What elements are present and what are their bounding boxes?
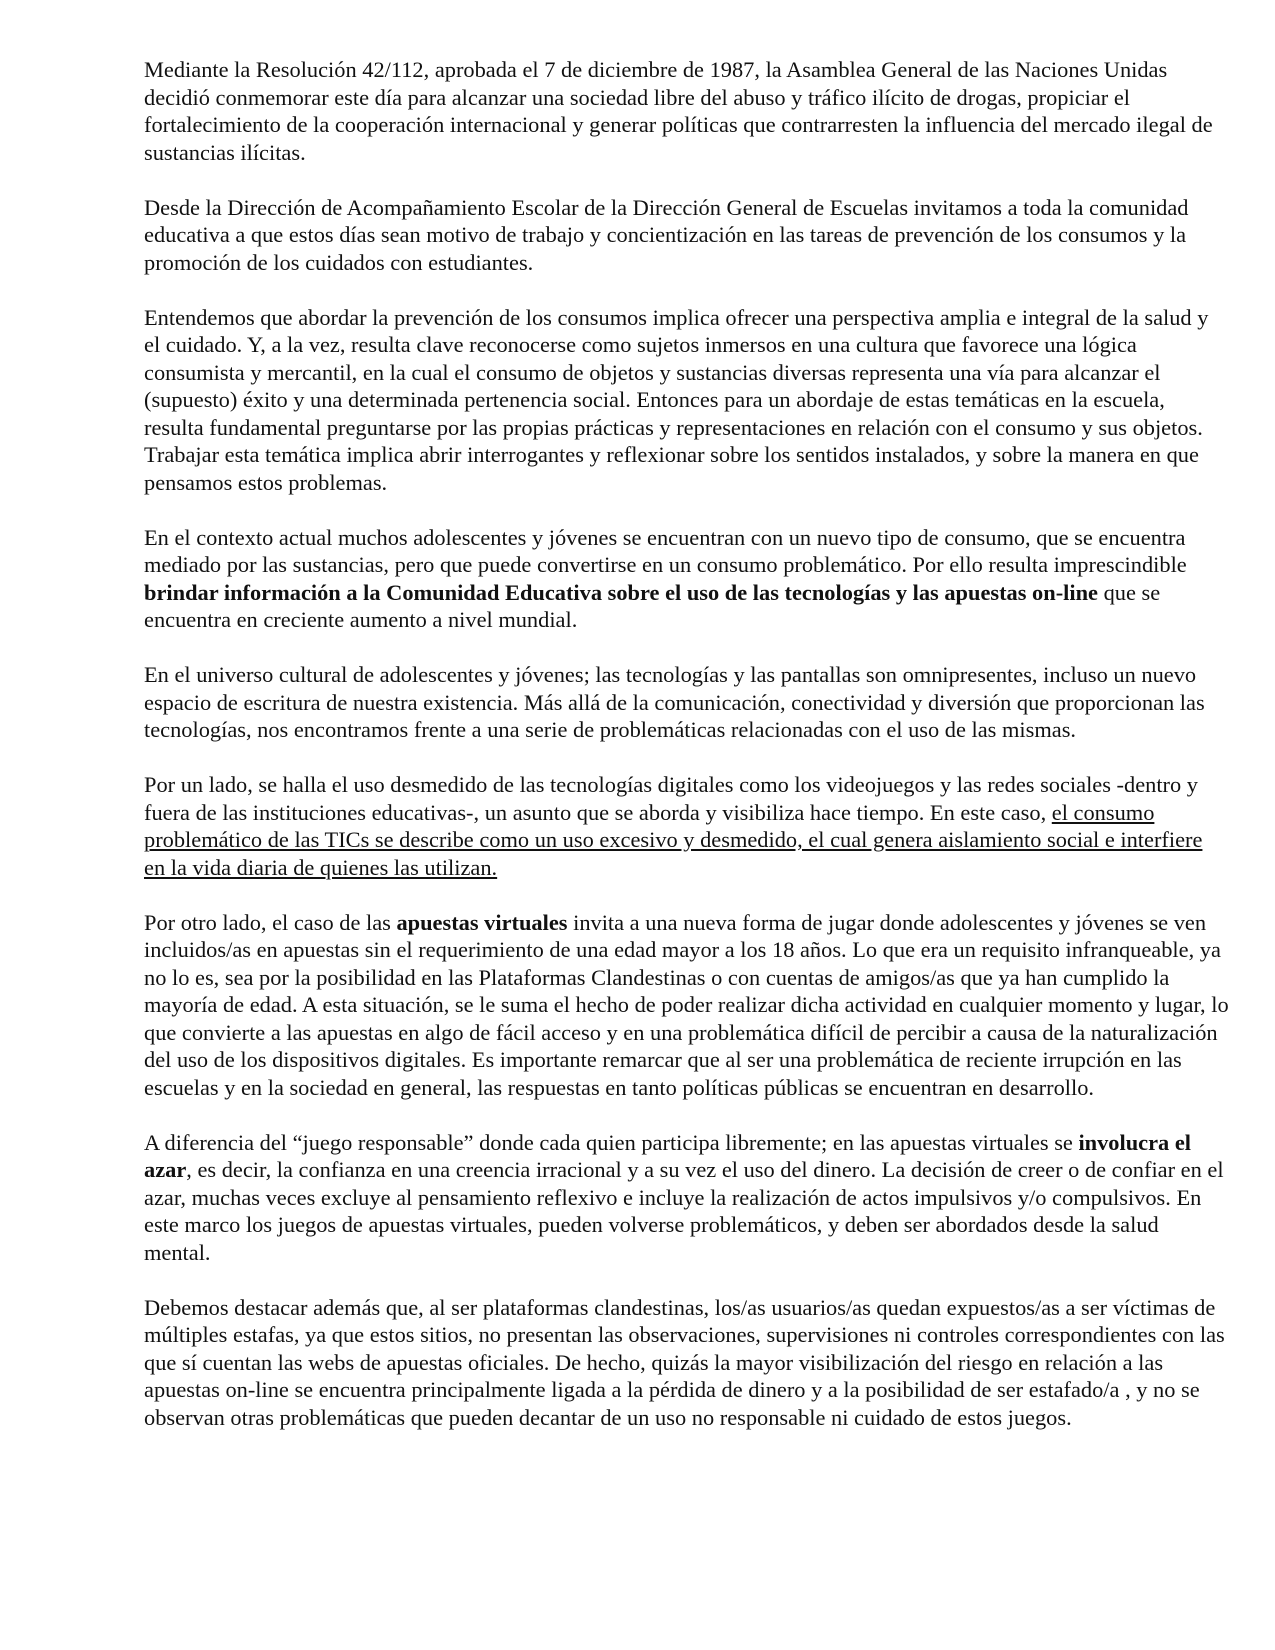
emphasis-text: apuestas virtuales [396, 909, 568, 935]
paragraph-prevencion [144, 304, 1229, 497]
paragraph-text: A diferencia del “juego responsable” donde cada quien participa libremente; en las apuestas virtuales se [144, 1129, 1079, 1155]
paragraph-contexto-actual [144, 524, 1229, 634]
paragraph-text: En el contexto actual muchos adolescentes y jóvenes se encuentran con un nuevo tipo de consumo, que se encuentra mediado por las sustancias, pero que puede convertirse en un consumo problemático. Por ello resulta imprescindible [144, 524, 1187, 577]
paragraph-text: Desde la Dirección de Acompañamiento Escolar de la Dirección General de Escuelas invitamos a toda la comunidad educativa a que estos días sean motivo de trabajo y concientización en las tareas de prevención de los consumos y la promoción de los cuidados con estudiantes. [144, 194, 1189, 275]
paragraph-invitacion [144, 194, 1229, 277]
paragraph-text: En el universo cultural de adolescentes y jóvenes; las tecnologías y las pantallas son omnipresentes, incluso un nuevo espacio de escritura de nuestra existencia. Más allá de la comunicación, conectividad y diversión que proporcionan las tecnologías, nos encontramos frente a una serie de problemáticas relacionadas con el uso de las mismas. [144, 662, 1205, 742]
paragraph-text: Por otro lado, el caso de las [144, 909, 397, 935]
paragraph-uso-desmedido [144, 771, 1229, 881]
paragraph-text: , es decir, la confianza en una creencia irracional y a su vez el uso del dinero. La decisión de creer o de confiar en el azar, muchas veces excluye al pensamiento reflexivo e incluye la realización de actos impulsivos y/o compulsivos. En este marco los juegos de apuestas virtuales, pueden volverse problemáticos, y deben ser abordados desde la salud mental. [144, 1157, 1224, 1265]
paragraph-resolucion [144, 56, 1229, 166]
paragraph-universo-cultural [144, 661, 1229, 744]
paragraph-juego-responsable [144, 1129, 1229, 1267]
paragraph-text: Debemos destacar además que, al ser plataformas clandestinas, los/as usuarios/as quedan expuestos/as a ser víctimas de múltiples estafas, ya que estos sitios, no presentan las observaciones, supervisiones ni controles correspondientes con las que sí cuentan las webs de apuestas oficiales. De hecho, quizás la mayor visibilización del riesgo en relación a las apuestas on-line se encuentra principalmente ligada a la pérdida de dinero y a la posibilidad de ser estafado/a , y no se observan otras problemáticas que pueden decantar de un uso no responsable ni cuidado de estos juegos. [144, 1294, 1225, 1430]
paragraph-text: Mediante la Resolución 42/112, aprobada el 7 de diciembre de 1987, la Asamblea General de las Naciones Unidas decidió conmemorar este día para alcanzar una sociedad libre del abuso y tráfico ilícito de drogas, propiciar el fortalecimiento de la cooperación internacional y generar políticas que contrarresten la influencia del mercado ilegal de sustancias ilícitas. [144, 57, 1213, 165]
emphasis-text: brindar información a la Comunidad Educativa sobre el uso de las tecnologías y las apuestas on-line [144, 579, 1098, 605]
emphasis-text: involucra el azar [144, 1129, 1192, 1182]
paragraph-text: que se encuentra en creciente aumento a nivel mundial. [144, 579, 1161, 632]
paragraph-text: Entendemos que abordar la prevención de los consumos implica ofrecer una perspectiva amplia e integral de la salud y el cuidado. Y, a la vez, resulta clave reconocerse como sujetos inmersos en una cultura que favorece una lógica consumista y mercantil, en la cual el consumo de objetos y sustancias diversas representa una vía para alcanzar el (supuesto) éxito y una determinada pertenencia social. Entonces para un abordaje de estas temáticas en la escuela, resulta fundamental preguntarse por las propias prácticas y representaciones en relación con el consumo y sus objetos. Trabajar esta temática implica abrir interrogantes y reflexionar sobre los sentidos instalados, y sobre la manera en que pensamos estos problemas. [144, 304, 1209, 495]
underlined-text: el consumo problemático de las TICs se describe como un uso excesivo y desmedido, el cual genera aislamiento social e interfiere en la vida diaria de quienes las utilizan. [144, 799, 1203, 880]
paragraph-text: invita a una nueva forma de jugar donde adolescentes y jóvenes se ven incluidos/as en apuestas sin el requerimiento de una edad mayor a los 18 años. Lo que era un requisito infranqueable, ya no lo es, sea por la posibilidad en las Plataformas Clandestinas o con cuentas de amigos/as que ya han cumplido la mayoría de edad. A esta situación, se le suma el hecho de poder realizar dicha actividad en cualquier momento y lugar, lo que convierte a las apuestas en algo de fácil acceso y en una problemática difícil de percibir a causa de la naturalización del uso de los dispositivos digitales. Es importante remarcar que al ser una problemática de reciente irrupción en las escuelas y en la sociedad en general, las respuestas en tanto políticas públicas se encuentran en desarrollo. [144, 909, 1229, 1100]
document-page [144, 56, 1229, 1431]
paragraph-plataformas-clandestinas [144, 1294, 1229, 1432]
paragraph-apuestas-virtuales [144, 909, 1229, 1102]
paragraph-text: Por un lado, se halla el uso desmedido de las tecnologías digitales como los videojuegos y las redes sociales -dentro y fuera de las instituciones educativas-, un asunto que se aborda y visibiliza hace tiempo. En este caso, [144, 772, 1198, 825]
